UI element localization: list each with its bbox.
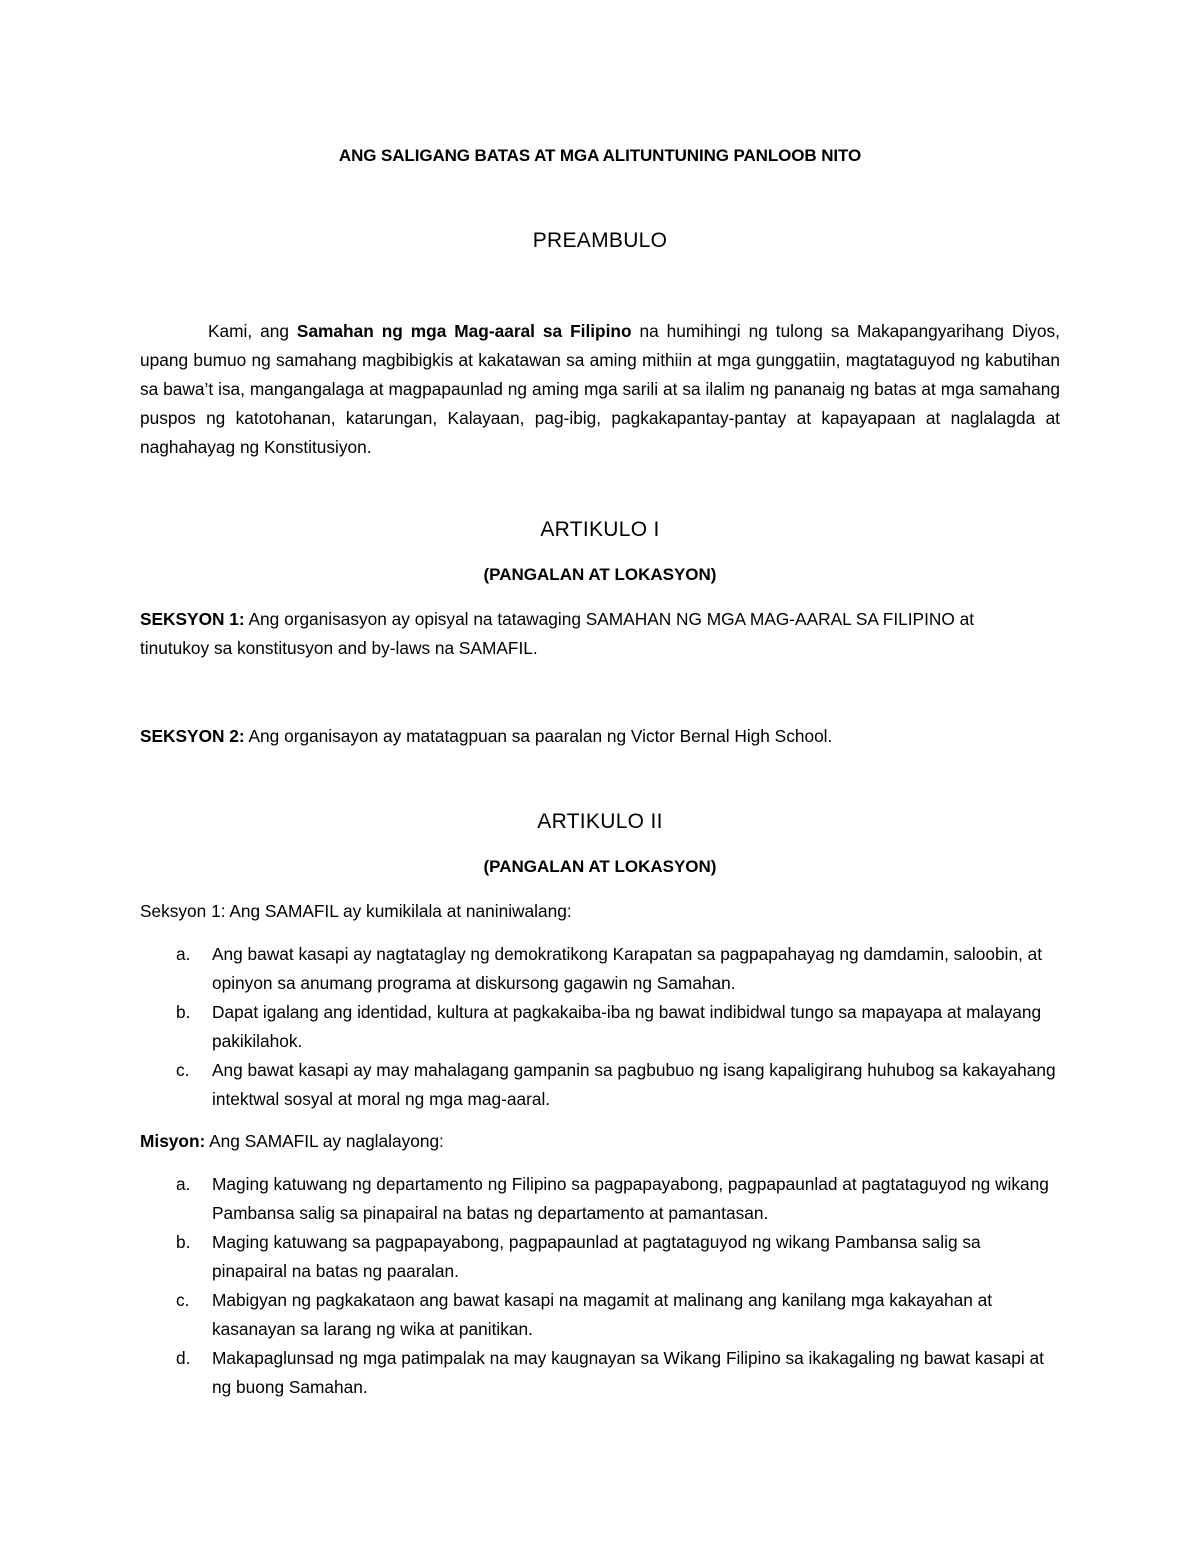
list-item [140, 1170, 1060, 1228]
list-marker: a. [176, 944, 191, 964]
article1-section1-text: Ang organisasyon ay opisyal na tatawaging SAMAHAN NG MGA MAG-AARAL SA FILIPINO at [244, 609, 975, 629]
article2-subheading: (PANGALAN AT LOKASYON) [483, 857, 717, 876]
list-item-text: Ang bawat kasapi ay may mahalagang gampanin sa pagbubuo ng isang kapaligirang huhubog sa kakayahang intektwal sosyal at moral ng mga mag-aaral. [212, 1060, 1056, 1109]
list-item-text: Ang bawat kasapi ay nagtataglay ng demokratikong Karapatan sa pagpapahayag ng damdamin, saloobin, at opinyon sa anumang programa at diskursong gagawin ng Samahan. [212, 944, 1043, 993]
list-marker: a. [176, 1174, 191, 1194]
preamble-org-name: Samahan ng mga Mag-aaral sa Filipino [296, 321, 632, 341]
article2-heading: ARTIKULO II [537, 810, 663, 833]
article1-section2 [140, 722, 832, 751]
list-marker: c. [176, 1290, 190, 1310]
article1-heading: ARTIKULO I [540, 518, 660, 541]
list-item [140, 1344, 1060, 1402]
list-item [140, 1286, 1060, 1344]
list-marker: c. [176, 1060, 190, 1080]
list-marker: b. [176, 1002, 191, 1022]
list-item-text: Maging katuwang ng departamento ng Filipino sa pagpapayabong, pagpapaunlad at pagtataguyod ng wikang Pambansa salig sa pinapairal na batas ng departamento at pamantasan. [212, 1174, 1049, 1223]
preamble-intro: Kami, ang [208, 321, 297, 341]
mission-text: Ang SAMAFIL ay naglalayong: [205, 1131, 444, 1151]
beliefs-list [140, 940, 1060, 1114]
list-item-text: Dapat igalang ang identidad, kultura at pagkakaiba-iba ng bawat indibidwal tungo sa mapayapa at malayang pakikilahok. [212, 1002, 1042, 1051]
list-item [140, 1228, 1060, 1286]
list-item [140, 1056, 1060, 1114]
mission-line [140, 1127, 444, 1156]
preamble-paragraph [140, 317, 1060, 462]
article1-section1-label: SEKSYON 1: [140, 609, 245, 629]
document-title: ANG SALIGANG BATAS AT MGA ALITUNTUNING PANLOOB NITO [338, 146, 862, 165]
article2-section1: Seksyon 1: Ang SAMAFIL ay kumikilala at naniniwalang: [140, 901, 572, 921]
article1-section2-text: Ang organisayon ay matatagpuan sa paaralan ng Victor Bernal High School. [244, 726, 833, 746]
list-item [140, 998, 1060, 1056]
mission-label: Misyon: [140, 1131, 206, 1151]
list-item-text: Mabigyan ng pagkakataon ang bawat kasapi na magamit at malinang ang kanilang mga kakayahan at kasanayan sa larang ng wika at panitikan. [212, 1290, 993, 1339]
document-page [140, 0, 1060, 1553]
list-marker: b. [176, 1232, 191, 1252]
article1-section2-label: SEKSYON 2: [140, 726, 245, 746]
preamble-heading: PREAMBULO [532, 229, 668, 252]
list-item-text: Makapaglunsad ng mga patimpalak na may kaugnayan sa Wikang Filipino sa ikakagaling ng bawat kasapi at ng buong Samahan. [212, 1348, 1044, 1397]
list-item [140, 940, 1060, 998]
missions-list [140, 1170, 1060, 1402]
preamble-body: na humihingi ng tulong sa Makapangyarihang Diyos, upang bumuo ng samahang magbibigkis at kakatawan sa aming mithiin at mga gunggatiin, magtataguyod ng kabutihan sa bawa’t isa, mangangalaga at magpapaunlad ng aming mga sarili at sa ilalim ng pananaig ng batas at mga samahang puspos ng katotohanan, katarungan, Kalayaan, pag-ibig, pagkakapantay-pantay at kapayapaan at naglalagda at naghahayag ng Konstitusiyon. [140, 321, 1060, 457]
article1-subheading: (PANGALAN AT LOKASYON) [483, 565, 717, 584]
article1-section1-line1 [140, 605, 974, 634]
list-item-text: Maging katuwang sa pagpapayabong, pagpapaunlad at pagtataguyod ng wikang Pambansa salig sa pinapairal na batas ng paaralan. [212, 1232, 981, 1281]
article1-section1-line2: tinutukoy sa konstitusyon and by-laws na SAMAFIL. [140, 638, 538, 658]
list-marker: d. [176, 1348, 191, 1368]
